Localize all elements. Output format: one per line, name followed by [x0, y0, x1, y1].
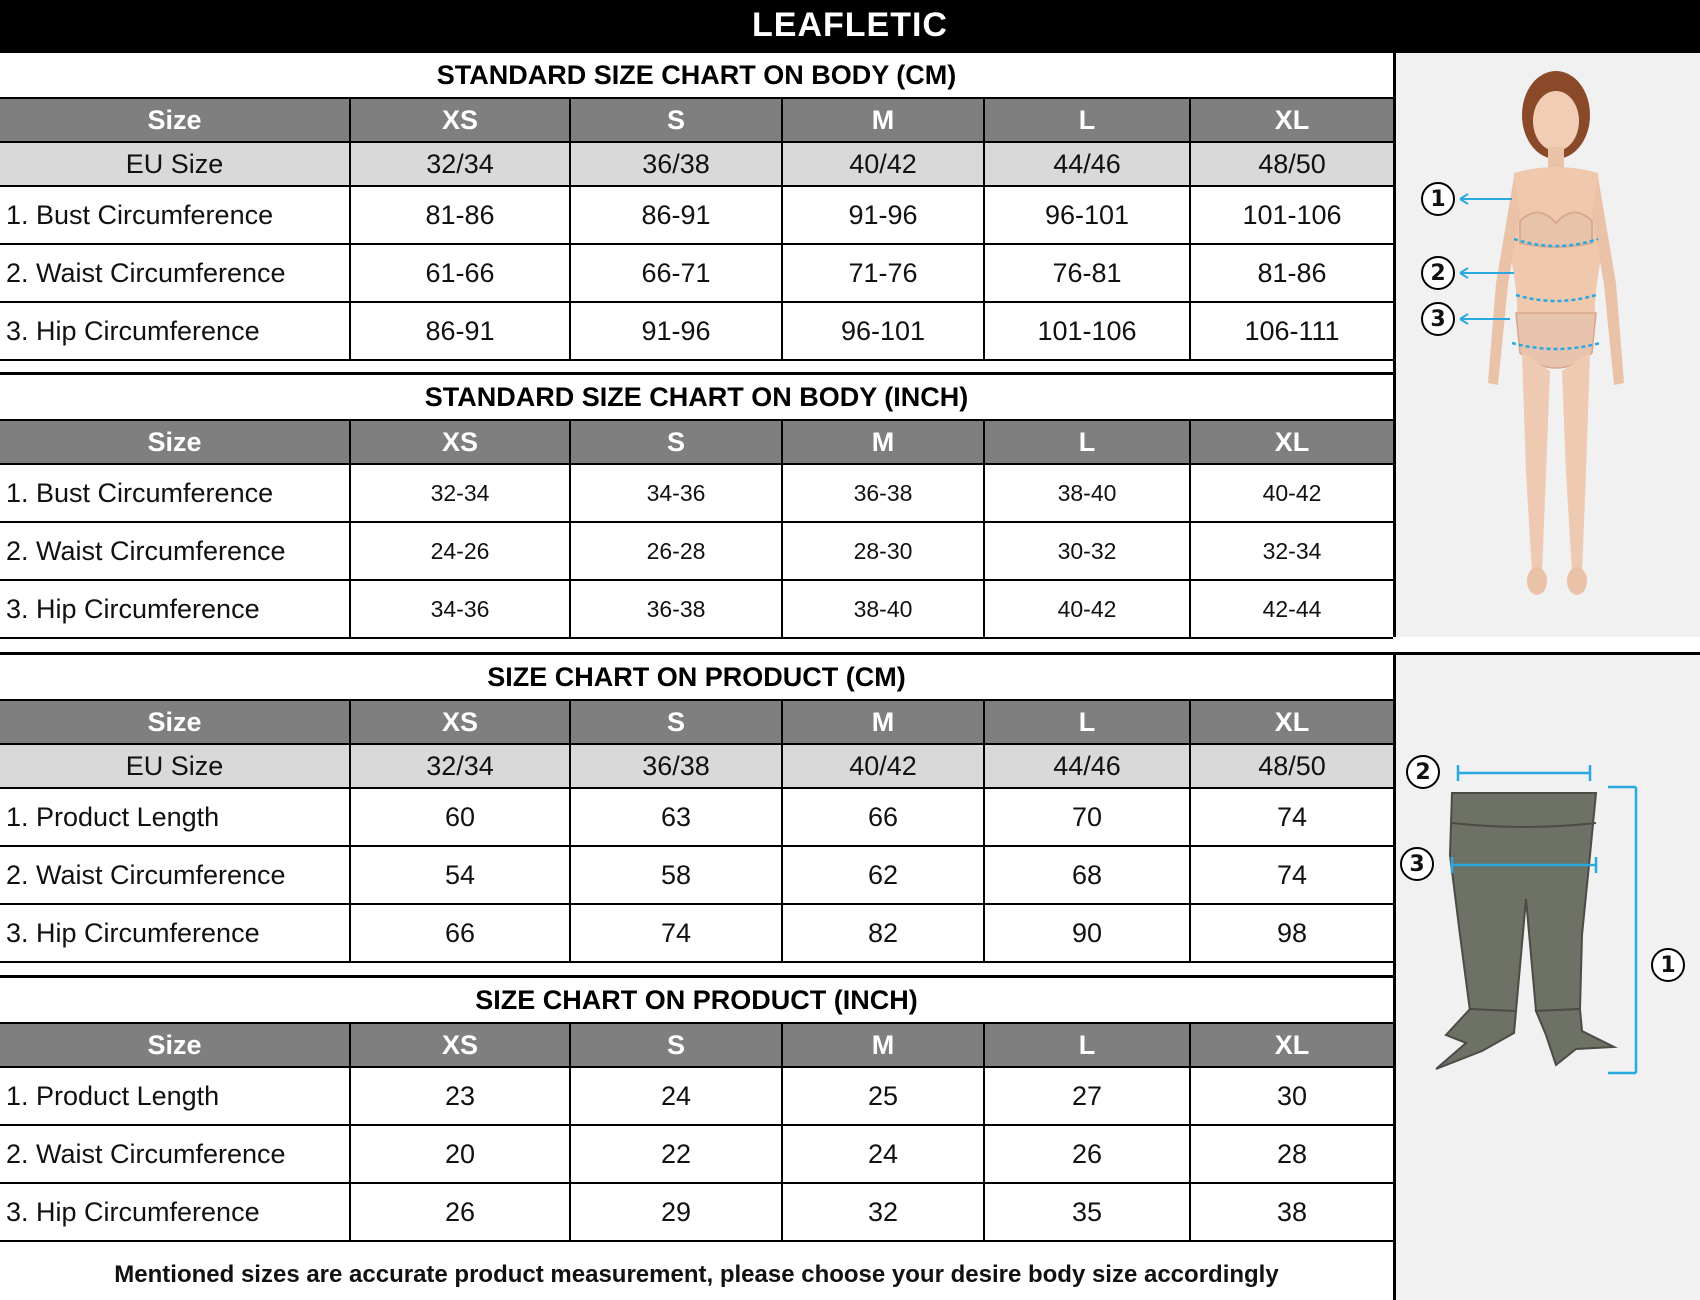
table-cell: 40/42 [782, 142, 984, 186]
table-cell: 24-26 [350, 522, 570, 580]
header-cell: XL [1190, 98, 1393, 142]
table-cell: 68 [984, 846, 1190, 904]
table-cell: 29 [570, 1183, 782, 1241]
table-row [0, 244, 1393, 302]
table-cell: 96-101 [984, 186, 1190, 244]
header-cell: Size [0, 700, 350, 744]
product-size-chart-cm [0, 652, 1393, 963]
table-cell: 74 [1190, 788, 1393, 846]
table-cell: 60 [350, 788, 570, 846]
marker-2: 2 [1406, 755, 1440, 789]
header-cell: S [570, 1023, 782, 1067]
table-row [0, 580, 1393, 638]
header-cell: M [782, 420, 984, 464]
table-cell: 101-106 [1190, 186, 1393, 244]
table-cell: 40-42 [984, 580, 1190, 638]
marker-1: 1 [1421, 182, 1455, 216]
table-cell: 70 [984, 788, 1190, 846]
table-cell: 81-86 [350, 186, 570, 244]
header-cell: Size [0, 420, 350, 464]
table-row [0, 904, 1393, 962]
table-cell: 48/50 [1190, 744, 1393, 788]
table-cell: 27 [984, 1067, 1190, 1125]
body-size-chart-cm [0, 50, 1393, 361]
table-cell: 20 [350, 1125, 570, 1183]
table-cell: 101-106 [984, 302, 1190, 360]
table-row [0, 464, 1393, 522]
table-cell: 86-91 [350, 302, 570, 360]
table-row [0, 846, 1393, 904]
table-cell: 66-71 [570, 244, 782, 302]
brand-title: LEAFLETIC [0, 0, 1700, 50]
body-measurement-panel [1393, 50, 1700, 637]
marker-3: 3 [1421, 302, 1455, 336]
table-cell: 63 [570, 788, 782, 846]
table-cell: 91-96 [782, 186, 984, 244]
table-cell: 61-66 [350, 244, 570, 302]
table-title: STANDARD SIZE CHART ON BODY (INCH) [424, 381, 969, 412]
header-row [0, 420, 1393, 464]
row-label: 3. Hip Circumference [0, 904, 350, 962]
eu-size-row [0, 142, 1393, 186]
table-cell: 71-76 [782, 244, 984, 302]
table-cell: 32/34 [350, 744, 570, 788]
table-cell: 36-38 [570, 580, 782, 638]
table-cell: EU Size [0, 744, 350, 788]
header-cell: Size [0, 1023, 350, 1067]
row-label: 3. Hip Circumference [0, 1183, 350, 1241]
marker-2: 2 [1421, 256, 1455, 290]
header-cell: XS [350, 1023, 570, 1067]
table-cell: 62 [782, 846, 984, 904]
table-cell: 44/46 [984, 744, 1190, 788]
header-row [0, 98, 1393, 142]
table-title: SIZE CHART ON PRODUCT (CM) [487, 661, 906, 692]
table-row [0, 1067, 1393, 1125]
table-cell: 74 [570, 904, 782, 962]
table-cell: 81-86 [1190, 244, 1393, 302]
row-label: 1. Bust Circumference [0, 186, 350, 244]
table-cell: EU Size [0, 142, 350, 186]
table-row [0, 186, 1393, 244]
table-cell: 74 [1190, 846, 1393, 904]
table-row [0, 522, 1393, 580]
table-cell: 24 [570, 1067, 782, 1125]
table-cell: 90 [984, 904, 1190, 962]
table-cell: 40/42 [782, 744, 984, 788]
table-cell: 36/38 [570, 744, 782, 788]
table-title: STANDARD SIZE CHART ON BODY (CM) [436, 59, 957, 90]
table-cell: 28-30 [782, 522, 984, 580]
table-cell: 86-91 [570, 186, 782, 244]
table-cell: 38 [1190, 1183, 1393, 1241]
table-cell: 98 [1190, 904, 1393, 962]
table-cell: 91-96 [570, 302, 782, 360]
row-label: 1. Product Length [0, 788, 350, 846]
marker-1: 1 [1651, 948, 1685, 982]
size-table [0, 419, 1393, 639]
table-cell: 28 [1190, 1125, 1393, 1183]
eu-size-row [0, 744, 1393, 788]
header-cell: S [570, 98, 782, 142]
body-figure-illustration [1396, 53, 1700, 637]
row-label: 2. Waist Circumference [0, 522, 350, 580]
row-label: 2. Waist Circumference [0, 244, 350, 302]
table-cell: 82 [782, 904, 984, 962]
header-cell: XL [1190, 700, 1393, 744]
header-row [0, 1023, 1393, 1067]
table-cell: 35 [984, 1183, 1190, 1241]
header-cell: XS [350, 98, 570, 142]
product-measurement-panel [1393, 652, 1700, 1300]
header-cell: L [984, 1023, 1190, 1067]
row-label: 3. Hip Circumference [0, 302, 350, 360]
table-row [0, 1125, 1393, 1183]
table-cell: 30-32 [984, 522, 1190, 580]
table-cell: 40-42 [1190, 464, 1393, 522]
table-title: SIZE CHART ON PRODUCT (INCH) [475, 984, 918, 1015]
table-cell: 76-81 [984, 244, 1190, 302]
product-size-chart-inch [0, 975, 1393, 1242]
row-label: 2. Waist Circumference [0, 1125, 350, 1183]
header-cell: XS [350, 700, 570, 744]
header-cell: L [984, 700, 1190, 744]
table-cell: 34-36 [570, 464, 782, 522]
footnote: Mentioned sizes are accurate product measurement, please choose your desire body size accordingly [114, 1261, 1279, 1288]
table-cell: 32-34 [350, 464, 570, 522]
size-table [0, 1022, 1393, 1242]
row-label: 2. Waist Circumference [0, 846, 350, 904]
header-cell: Size [0, 98, 350, 142]
table-cell: 58 [570, 846, 782, 904]
row-label: 1. Product Length [0, 1067, 350, 1125]
table-row [0, 302, 1393, 360]
table-cell: 66 [782, 788, 984, 846]
table-row [0, 1183, 1393, 1241]
header-cell: M [782, 98, 984, 142]
header-cell: S [570, 700, 782, 744]
header-cell: S [570, 420, 782, 464]
header-cell: XL [1190, 1023, 1393, 1067]
pants-illustration [1396, 655, 1700, 1300]
table-cell: 32-34 [1190, 522, 1393, 580]
table-cell: 30 [1190, 1067, 1393, 1125]
body-size-chart-inch [0, 372, 1393, 639]
table-cell: 23 [350, 1067, 570, 1125]
header-cell: L [984, 98, 1190, 142]
table-cell: 25 [782, 1067, 984, 1125]
row-label: 3. Hip Circumference [0, 580, 350, 638]
table-cell: 44/46 [984, 142, 1190, 186]
table-cell: 38-40 [782, 580, 984, 638]
header-cell: M [782, 1023, 984, 1067]
table-cell: 106-111 [1190, 302, 1393, 360]
marker-3: 3 [1400, 847, 1434, 881]
table-row [0, 788, 1393, 846]
table-cell: 96-101 [782, 302, 984, 360]
row-label: 1. Bust Circumference [0, 464, 350, 522]
table-cell: 34-36 [350, 580, 570, 638]
table-cell: 26 [984, 1125, 1190, 1183]
table-cell: 32 [782, 1183, 984, 1241]
header-cell: XS [350, 420, 570, 464]
table-cell: 36/38 [570, 142, 782, 186]
size-table [0, 699, 1393, 963]
table-cell: 36-38 [782, 464, 984, 522]
header-cell: L [984, 420, 1190, 464]
table-cell: 66 [350, 904, 570, 962]
table-cell: 32/34 [350, 142, 570, 186]
table-cell: 26-28 [570, 522, 782, 580]
size-table [0, 97, 1393, 361]
table-cell: 22 [570, 1125, 782, 1183]
header-cell: M [782, 700, 984, 744]
table-cell: 24 [782, 1125, 984, 1183]
table-cell: 38-40 [984, 464, 1190, 522]
table-cell: 42-44 [1190, 580, 1393, 638]
table-cell: 26 [350, 1183, 570, 1241]
header-row [0, 700, 1393, 744]
header-cell: XL [1190, 420, 1393, 464]
table-cell: 48/50 [1190, 142, 1393, 186]
table-cell: 54 [350, 846, 570, 904]
